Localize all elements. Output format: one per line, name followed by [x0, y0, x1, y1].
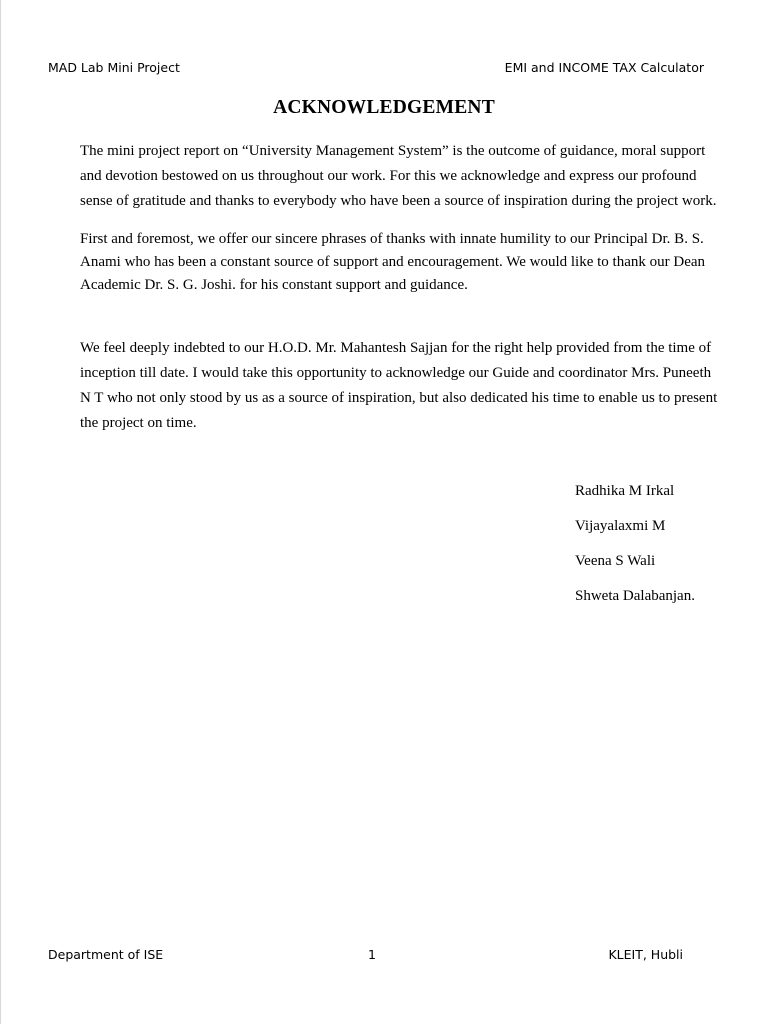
footer-left-text: Department of ISE: [48, 947, 164, 962]
page-number: 1: [368, 947, 376, 962]
signatory-list: [575, 480, 695, 620]
paragraph-hod: We feel deeply indebted to our H.O.D. Mr. Mahantesh Sajjan for the right help provided from the time of inception till date. I would take this opportunity to acknowledge our Guide and coordinator Mrs. Puneeth N T who not only stood by us as a source of inspiration, but also dedicated his time to enable us to present the project on time.: [80, 340, 718, 431]
page-edge: [0, 0, 1, 1024]
paragraph-principal: First and foremost, we offer our sincere phrases of thanks with innate humility to our Principal Dr. B. S. Anami who has been a constant source of support and encouragement. We would like to thank our Dean Academic Dr. S. G. Joshi. for his constant support and guidance.: [80, 231, 706, 293]
paragraph-intro: The mini project report on “University Management System” is the outcome of guidance, moral support and devotion bestowed on us throughout our work. For this we acknowledge and express our profound sense of gratitude and thanks to everybody who have been a source of inspiration during the project work.: [80, 143, 717, 209]
signatory-name: Veena S Wali: [575, 553, 656, 569]
signatory-name: Vijayalaxmi M: [575, 518, 666, 534]
signatory-name: Radhika M Irkal: [575, 483, 675, 499]
signatory-name: Shweta Dalabanjan.: [575, 588, 695, 604]
header-left-text: MAD Lab Mini Project: [48, 60, 180, 75]
header-right-text: EMI and INCOME TAX Calculator: [504, 60, 704, 75]
footer-right-text: KLEIT, Hubli: [608, 947, 683, 962]
page-title: ACKNOWLEDGEMENT: [273, 97, 495, 118]
